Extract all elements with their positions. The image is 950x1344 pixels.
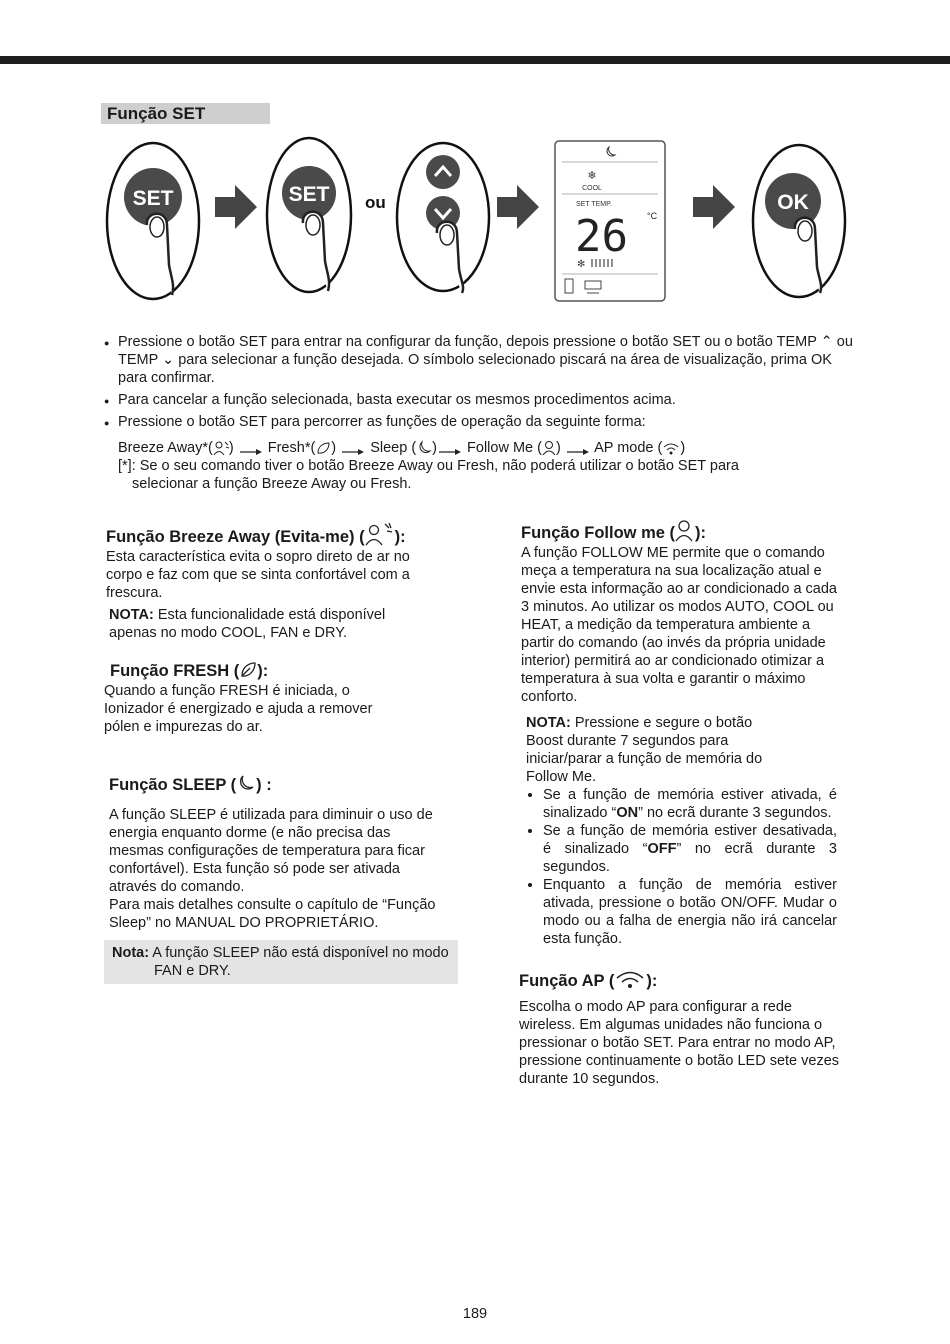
sleep-icon <box>236 774 256 794</box>
follow-me-icon <box>542 440 556 456</box>
sleep-icon <box>416 440 432 456</box>
remote-set-2 <box>267 138 351 292</box>
remote-temp <box>397 143 489 293</box>
arrow-icon <box>340 446 366 456</box>
display-unit: °C <box>647 211 658 221</box>
display-mode: COOL <box>582 185 602 192</box>
intro-bullets <box>104 333 864 493</box>
ap-text: Escolha o modo AP para configurar a rede wireless. Em algumas unidades não funciona o pressionar o botão SET. Para entrar no modo AP, pressione continuamente o botão LED sete vezes durante 10 segundos. <box>519 999 840 1087</box>
arrow-right-icon <box>215 185 257 229</box>
header-bar <box>0 56 950 64</box>
fresh-icon <box>315 440 331 456</box>
arrow-icon <box>565 446 591 456</box>
intro-bullet-1: ● Pressione o botão SET para entrar na configurar da função, depois pressione o botão SET ou o botão TEMP ⌃ ou TEMP ⌄ para selecionar a função desejada. O símbolo selecionado piscará na área de visualização, prima OK para confirmar. <box>104 333 864 387</box>
star-note: [*]: Se o seu comando tiver o botão Breeze Away ou Fresh, não poderá utilizar o botão SET para <box>118 458 739 474</box>
wifi-icon <box>662 442 680 456</box>
remote-set-1 <box>107 143 199 299</box>
star-note-cont: selecionar a função Breeze Away ou Fresh. <box>132 476 412 492</box>
arrow-right-icon <box>497 185 539 229</box>
follow-section <box>521 520 843 948</box>
intro-bullet-2: ● Para cancelar a função selecionada, basta executar os mesmos procedimentos acima. <box>104 391 864 409</box>
breeze-section <box>106 522 436 642</box>
follow-note: NOTA: Pressione e segure o botão Boost durante 7 segundos para iniciar/parar a função de memória do Follow Me. <box>526 715 763 785</box>
set-button-2: SET <box>288 183 330 206</box>
display-set-temp: SET TEMP. <box>576 201 612 208</box>
sleep-note: Nota: A função SLEEP não está disponível no modo FAN e DRY. <box>104 940 458 984</box>
arrow-icon <box>238 446 264 456</box>
sleep-section <box>104 774 449 984</box>
sleep-title: Função SLEEP ( ) : <box>109 776 272 794</box>
fan-icon: ✻ <box>577 259 586 270</box>
seq-fresh: Fresh*( <box>267 440 316 456</box>
list-item: • Se a função de memória estiver desativada, é sinalizado “OFF” no ecrã durante 3 segundos. <box>543 822 837 876</box>
seq-ap: AP mode ( <box>594 440 663 456</box>
section-title: Função SET <box>101 103 270 124</box>
arrow-icon <box>437 446 463 456</box>
follow-memory-list <box>521 786 837 948</box>
remote-display <box>555 141 665 301</box>
snowflake-icon: ❄ <box>587 170 597 182</box>
display-temp-value: 26 <box>575 211 628 262</box>
arrow-right-icon <box>693 185 735 229</box>
fresh-icon <box>239 660 257 680</box>
intro-bullet-3: ● Pressione o botão SET para percorrer as funções de operação da seguinte forma: <box>104 413 864 431</box>
ok-button: OK <box>777 191 809 214</box>
list-item: • Enquanto a função de memória estiver ativada, pressione o botão ON/OFF. Mudar o modo ou a falha de energia não irá cancelar esta função. <box>543 876 837 948</box>
wifi-icon <box>614 970 646 990</box>
ap-title: Função AP ( ): <box>519 972 658 990</box>
breeze-note: NOTA: Esta funcionalidade está disponível apenas no modo COOL, FAN e DRY. <box>109 607 386 641</box>
function-sequence: Breeze Away*( ) Fresh*( ) Sleep ( ) Follow Me ( ) AP mode ( ) <box>118 440 686 456</box>
set-button-1: SET <box>132 187 174 210</box>
ap-section <box>519 970 849 1088</box>
sleep-text-1: A função SLEEP é utilizada para diminuir o uso de energia enquanto dorme (e não precisa das mesmas configurações de temperatura para ficar confortável). Esta função só pode ser ativada através do comando. <box>109 807 433 895</box>
or-label: ou <box>365 193 386 212</box>
breeze-text: Esta característica evita o sopro direto de ar no corpo e faz com que se sinta confortável com a frescura. <box>106 549 410 601</box>
follow-text: A função FOLLOW ME permite que o comando meça a temperatura na sua localização atual e envie esta informação ao ar condicionado a cada 3 minutos. Ao utilizar os modos AUTO, COOL ou HEAT, a medição da temperatura ambiente a partir do comando (ao invés da própria unidade interior) permitirá ao ar condicionado otimizar a temperatura à sua volta e garantir o máximo conforto. <box>521 545 837 705</box>
seq-sleep: Sleep ( <box>370 440 417 456</box>
sleep-text-2: Para mais detalhes consulte o capítulo de “Função Sleep” no MANUAL DO PROPRIETÁRIO. <box>109 897 436 931</box>
seq-follow: Follow Me ( <box>467 440 542 456</box>
breeze-title: Função Breeze Away (Evita-me) ( ): <box>106 522 436 548</box>
fresh-section <box>104 660 404 736</box>
page-number: 189 <box>462 1306 488 1322</box>
seq-breeze: Breeze Away*( <box>118 440 213 456</box>
set-procedure-illustration <box>95 135 855 315</box>
remote-ok <box>753 145 845 297</box>
follow-title: Função Follow me ( ): <box>521 520 843 544</box>
fresh-text: Quando a função FRESH é iniciada, o Ionizador é energizado e ajuda a remover pólen e impurezas do ar. <box>104 683 373 735</box>
follow-me-icon <box>675 520 695 542</box>
breeze-away-icon <box>365 522 395 546</box>
fresh-title: Função FRESH ( ): <box>110 662 269 680</box>
list-item: • Se a função de memória estiver ativada, é sinalizado “ON” no ecrã durante 3 segundos. <box>543 786 837 822</box>
breeze-away-icon <box>213 440 229 456</box>
